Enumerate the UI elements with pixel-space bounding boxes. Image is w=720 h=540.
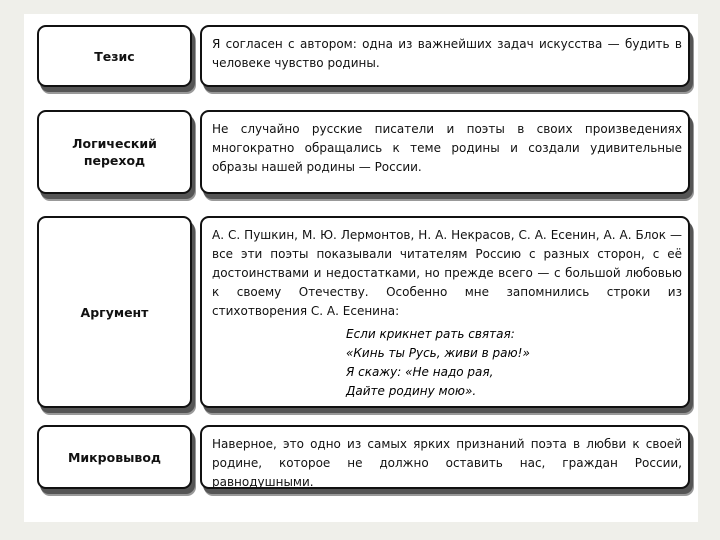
- thesis-text: Я согласен с автором: одна из важнейших задач искусства — будить в человеке чувство родины.: [212, 37, 682, 70]
- poem-line: Если крикнет рать святая:: [346, 327, 515, 341]
- text-microconclusion: [200, 425, 690, 489]
- text-thesis: [200, 25, 690, 87]
- poem-quote: [346, 325, 688, 401]
- thesis-label-text: Тезис: [94, 48, 135, 64]
- label-thesis: [37, 25, 192, 87]
- argument-label-text: Аргумент: [80, 304, 149, 320]
- poem-line: Дайте родину мою».: [346, 384, 477, 398]
- poem-line: «Кинь ты Русь, живи в раю!»: [346, 346, 530, 360]
- poem-line: Я скажу: «Не надо рая,: [346, 365, 494, 379]
- argument-text: А. С. Пушкин, М. Ю. Лермонтов, Н. А. Некрасов, С. А. Есенин, А. А. Блок — все эти поэты показывали читателям Россию с разных сторон, с её достоинствами и недостатками, но прежде всего — с большой любовью к своему Отечеству. Особенно мне запомнились строки из стихотворения С. А. Есенина:: [212, 228, 682, 318]
- text-transition: [200, 110, 690, 194]
- label-argument: [37, 216, 192, 408]
- label-transition: [37, 110, 192, 194]
- microconclusion-text: Наверное, это одно из самых ярких признаний поэта в любви к своей родине, которое не должно оставить нас, граждан России, равнодушными.: [212, 437, 682, 489]
- text-argument: [200, 216, 690, 408]
- transition-label-text: Логический переход: [72, 136, 157, 168]
- microconclusion-label-text: Микровывод: [67, 449, 162, 465]
- transition-text: Не случайно русские писатели и поэты в своих произведениях многократно обращались к теме родины и создали удивительные образы нашей родины — России.: [212, 122, 682, 174]
- label-microconclusion: [37, 425, 192, 489]
